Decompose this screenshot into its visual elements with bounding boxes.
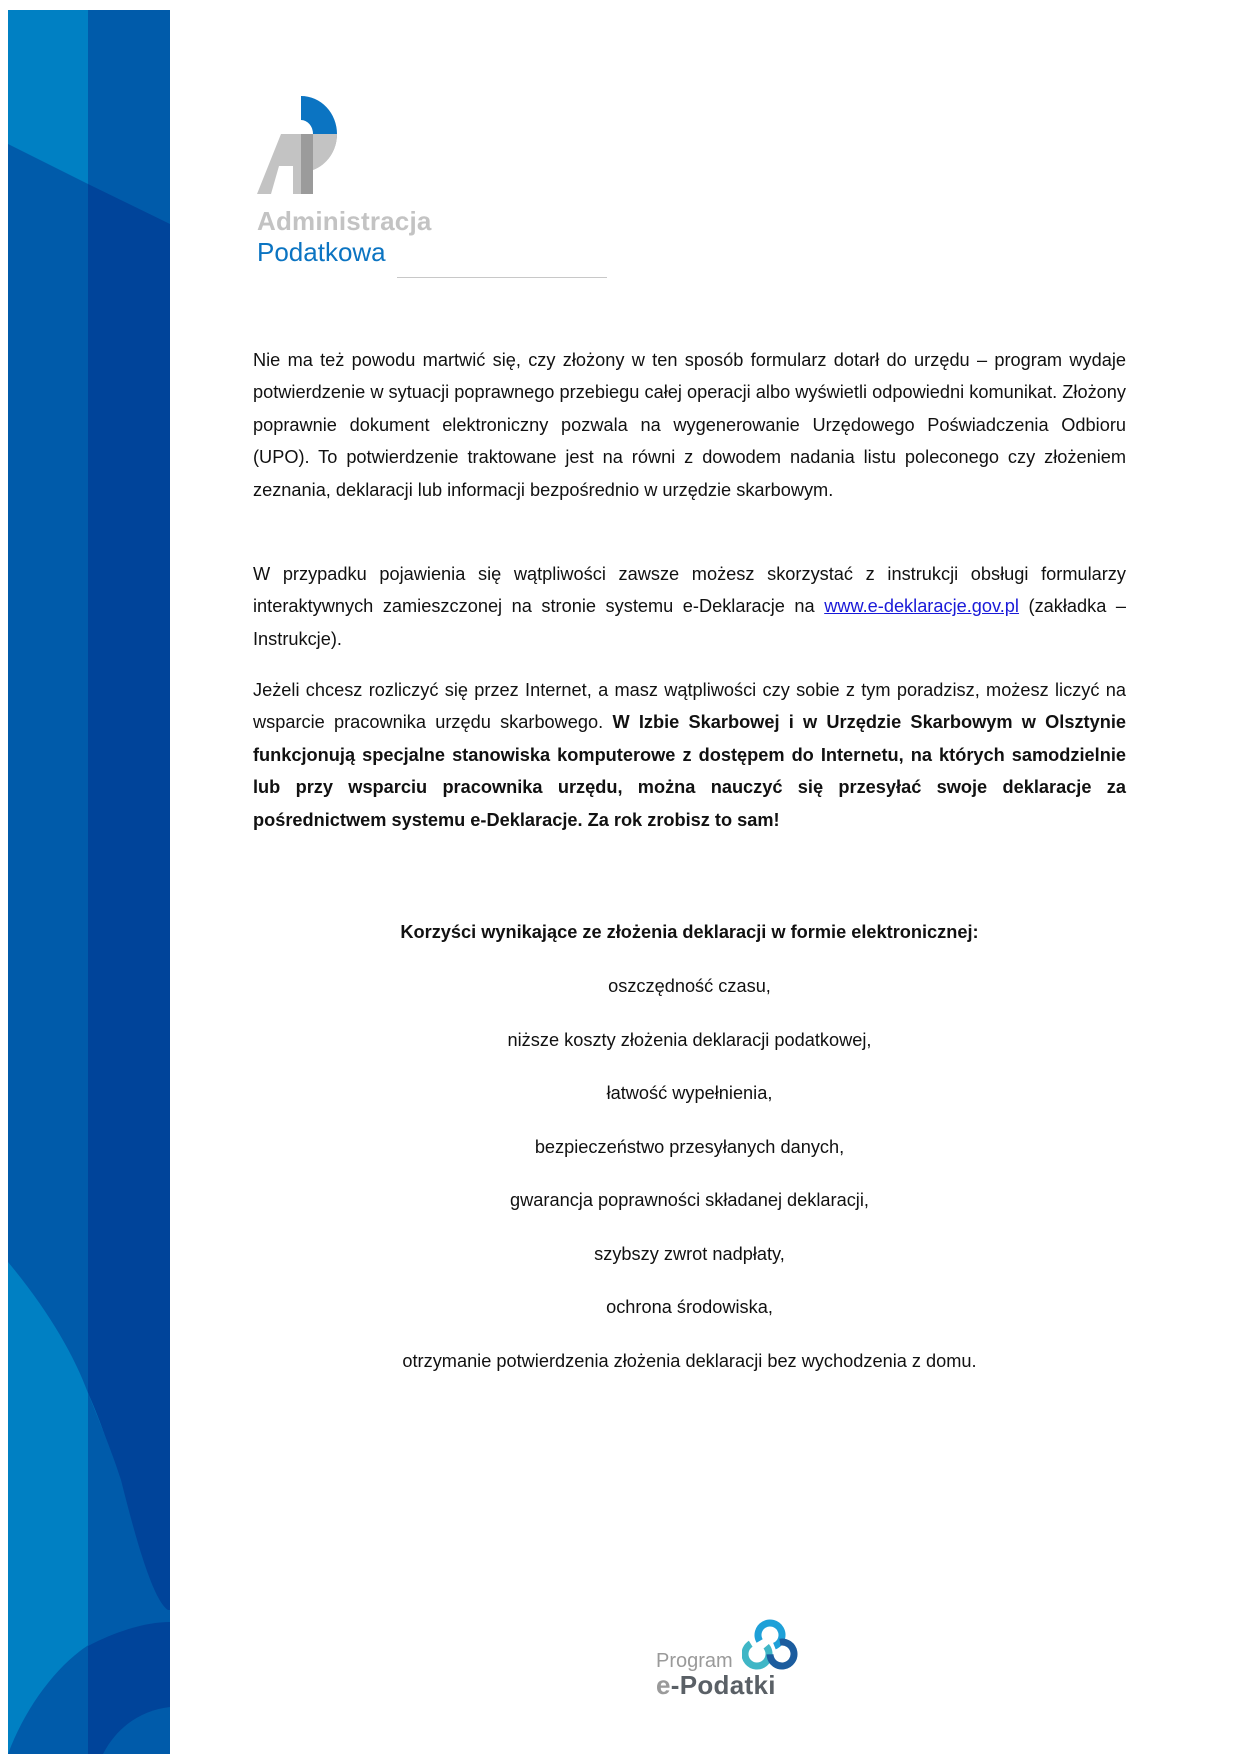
paragraph-instructions-text: W przypadku pojawienia się wątpliwości zawsze możesz skorzystać z instrukcji obsługi formularzy interaktywnych zamieszczonej na stronie systemu e-Deklaracje na <box>253 564 1126 617</box>
benefit-item: gwarancja poprawności składanej deklaracji, <box>510 1190 869 1210</box>
benefit-item: szybszy zwrot nadpłaty, <box>594 1243 785 1264</box>
benefit-item: ochrona środowiska, <box>606 1297 773 1317</box>
paragraph-instructions-suffix: (zakładka – Instrukcje). <box>253 596 1127 649</box>
program-e-podatki-logo <box>656 1618 806 1702</box>
benefit-item: otrzymanie potwierdzenia złożenia deklaracji bez wychodzenia z domu. <box>402 1350 977 1371</box>
logo-text-e-podatki <box>656 1670 776 1701</box>
paragraph-support-bold: W Izbie Skarbowej i w Urzędzie Skarbowym w Olsztynie funkcjonują specjalne stanowiska komputerowe z dostępem do Internetu, na których samodzielnie lub przy wsparciu pracownika urzędu, można nauczyć się przesyłać swoje deklaracje za pośrednictwem systemu e-Deklaracje. Za rok zrobisz to sam! <box>253 712 1127 830</box>
logo-text-podatkowa: Podatkowa <box>257 237 386 267</box>
benefit-item: łatwość wypełnienia, <box>606 1083 773 1103</box>
logo-text-administracja: Administracja <box>257 206 432 236</box>
benefit-item: bezpieczeństwo przesyłanych danych, <box>534 1136 845 1157</box>
sidebar-graphic <box>8 10 170 1754</box>
logo-text-e: e <box>656 1670 671 1700</box>
benefits-list <box>253 972 1126 1400</box>
ap-monogram-icon <box>257 96 347 200</box>
benefit-item: oszczędność czasu, <box>608 976 771 996</box>
logo-text-program: Program <box>656 1650 733 1672</box>
benefits-section <box>253 918 1126 1400</box>
paragraph-upo-confirmation: Nie ma też powodu martwić się, czy złożony w ten sposób formularz dotarł do urzędu – program wydaje potwierdzenie w sytuacji poprawnego przebiegu całej operacji albo wyświetli odpowiedni komunikat. Złożony poprawnie dokument elektroniczny pozwala na wygenerowanie Urzędowego Poświadczenia Odbioru (UPO). To potwierdzenie traktowane jest na równi z dowodem nadania listu poleconego czy złożeniem zeznania, deklaracji lub informacji bezpośrednio w urzędzie skarbowym. <box>253 350 1126 500</box>
paragraph-support <box>253 674 1126 836</box>
benefit-item: niższe koszty złożenia deklaracji podatkowej, <box>507 1029 872 1050</box>
administracja-podatkowa-logo <box>257 96 617 286</box>
linked-rings-icon <box>742 1618 800 1674</box>
decorative-sidebar <box>8 10 170 1754</box>
logo-text-podatki: -Podatki <box>670 1670 776 1700</box>
e-deklaracje-link[interactable]: www.e-deklaracje.gov.pl <box>824 596 1019 617</box>
header-divider <box>397 277 607 278</box>
paragraph-support-text: Jeżeli chcesz rozliczyć się przez Internet, a masz wątpliwości czy sobie z tym poradzisz, możesz liczyć na wsparcie pracownika urzędu skarbowego. <box>253 680 1126 733</box>
benefits-heading: Korzyści wynikające ze złożenia deklaracji w formie elektronicznej: <box>400 922 979 942</box>
paragraph-instructions <box>253 558 1126 655</box>
